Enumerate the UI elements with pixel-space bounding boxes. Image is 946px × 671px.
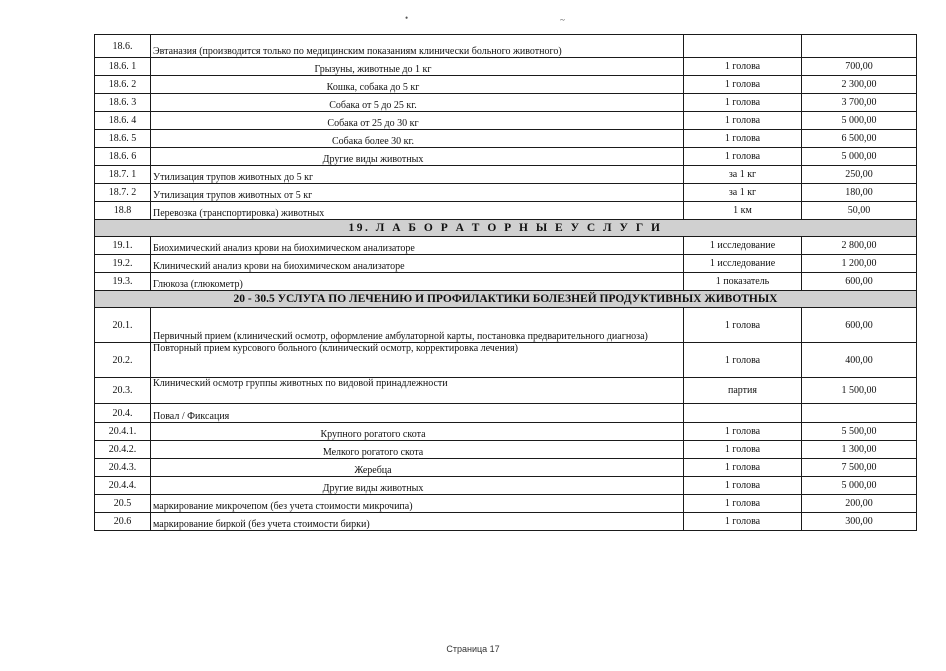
page-number: Страница 17 <box>446 644 500 654</box>
table-row <box>95 166 917 184</box>
service-code-cell: 20.3. <box>95 378 151 404</box>
price-cell: 1 500,00 <box>802 378 917 404</box>
table-row <box>95 404 917 423</box>
unit-cell <box>684 35 802 58</box>
service-code-cell: 18.6. <box>95 35 151 58</box>
unit-cell: 1 голова <box>684 130 802 148</box>
service-description-cell: Клинический осмотр группы животных по видовой принадлежности <box>151 378 684 404</box>
price-cell: 5 000,00 <box>802 477 917 495</box>
table-row <box>95 35 917 58</box>
service-description-cell: Глюкоза (глюкометр) <box>151 273 684 291</box>
unit-cell: 1 голова <box>684 308 802 343</box>
unit-cell: 1 голова <box>684 94 802 112</box>
table-row <box>95 423 917 441</box>
price-cell: 180,00 <box>802 184 917 202</box>
service-code-cell: 18.6. 5 <box>95 130 151 148</box>
price-cell: 400,00 <box>802 343 917 378</box>
unit-cell: 1 голова <box>684 343 802 378</box>
table-row <box>95 237 917 255</box>
service-description-cell: Мелкого рогатого скота <box>151 441 684 459</box>
service-code-cell: 20.4.1. <box>95 423 151 441</box>
unit-cell <box>684 404 802 423</box>
service-code-cell: 19.2. <box>95 255 151 273</box>
price-cell: 1 300,00 <box>802 441 917 459</box>
service-description-cell: Кошка, собака до 5 кг <box>151 76 684 94</box>
scan-dot-mark: • <box>405 13 409 23</box>
unit-cell: 1 км <box>684 202 802 220</box>
price-cell: 1 200,00 <box>802 255 917 273</box>
service-code-cell: 20.1. <box>95 308 151 343</box>
price-cell: 5 000,00 <box>802 112 917 130</box>
price-list-body <box>95 35 917 531</box>
service-code-cell: 18.7. 1 <box>95 166 151 184</box>
service-code-cell: 18.6. 4 <box>95 112 151 130</box>
service-code-cell: 18.7. 2 <box>95 184 151 202</box>
price-cell: 600,00 <box>802 273 917 291</box>
unit-cell: 1 исследование <box>684 237 802 255</box>
service-code-cell: 18.6. 2 <box>95 76 151 94</box>
unit-cell: за 1 кг <box>684 184 802 202</box>
price-list-table <box>94 34 917 531</box>
unit-cell: 1 голова <box>684 423 802 441</box>
price-cell: 700,00 <box>802 58 917 76</box>
service-code-cell: 20.4. <box>95 404 151 423</box>
unit-cell: 1 голова <box>684 58 802 76</box>
unit-cell: 1 голова <box>684 76 802 94</box>
table-row <box>95 255 917 273</box>
service-description-cell: Другие виды животных <box>151 477 684 495</box>
table-row <box>95 94 917 112</box>
table-row <box>95 58 917 76</box>
service-description-cell: Утилизация трупов животных от 5 кг <box>151 184 684 202</box>
table-row <box>95 202 917 220</box>
unit-cell: 1 голова <box>684 513 802 531</box>
price-cell: 600,00 <box>802 308 917 343</box>
price-cell: 300,00 <box>802 513 917 531</box>
section-title: 20 - 30.5 УСЛУГА ПО ЛЕЧЕНИЮ И ПРОФИЛАКТИКИ БОЛЕЗНЕЙ ПРОДУКТИВНЫХ ЖИВОТНЫХ <box>95 291 917 308</box>
service-code-cell: 18.8 <box>95 202 151 220</box>
price-cell: 200,00 <box>802 495 917 513</box>
scan-tilde-mark: ~ <box>560 15 565 25</box>
service-code-cell: 20.4.3. <box>95 459 151 477</box>
table-row <box>95 459 917 477</box>
unit-cell: 1 голова <box>684 477 802 495</box>
table-row <box>95 343 917 378</box>
service-description-cell: маркирование биркой (без учета стоимости бирки) <box>151 513 684 531</box>
table-row <box>95 273 917 291</box>
table-row <box>95 441 917 459</box>
price-cell: 7 500,00 <box>802 459 917 477</box>
price-cell: 6 500,00 <box>802 130 917 148</box>
service-description-cell: Повал / Фиксация <box>151 404 684 423</box>
table-row <box>95 76 917 94</box>
unit-cell: за 1 кг <box>684 166 802 184</box>
service-description-cell: Грызуны, животные до 1 кг <box>151 58 684 76</box>
price-cell: 2 300,00 <box>802 76 917 94</box>
unit-cell: партия <box>684 378 802 404</box>
table-row <box>95 112 917 130</box>
price-cell <box>802 35 917 58</box>
service-code-cell: 18.6. 1 <box>95 58 151 76</box>
service-description-cell: Первичный прием (клинический осмотр, оформление амбулаторной карты, постановка предварительного диагноза) <box>151 308 684 343</box>
unit-cell: 1 голова <box>684 148 802 166</box>
service-code-cell: 19.1. <box>95 237 151 255</box>
price-cell: 2 800,00 <box>802 237 917 255</box>
price-cell: 5 000,00 <box>802 148 917 166</box>
table-row <box>95 130 917 148</box>
service-description-cell: Повторный прием курсового больного (клинический осмотр, корректировка лечения) <box>151 343 684 378</box>
service-code-cell: 20.4.2. <box>95 441 151 459</box>
service-description-cell: Собака от 25 до 30 кг <box>151 112 684 130</box>
table-row <box>95 513 917 531</box>
service-description-cell: Утилизация трупов животных до 5 кг <box>151 166 684 184</box>
table-row <box>95 148 917 166</box>
service-description-cell: Жеребца <box>151 459 684 477</box>
table-row <box>95 495 917 513</box>
service-description-cell: маркирование микрочепом (без учета стоимости микрочипа) <box>151 495 684 513</box>
service-description-cell: Крупного рогатого скота <box>151 423 684 441</box>
section-header-row <box>95 220 917 237</box>
price-cell <box>802 404 917 423</box>
service-code-cell: 18.6. 3 <box>95 94 151 112</box>
service-description-cell: Собака более 30 кг. <box>151 130 684 148</box>
price-cell: 5 500,00 <box>802 423 917 441</box>
unit-cell: 1 голова <box>684 112 802 130</box>
service-description-cell: Эвтаназия (производится только по медицинским показаниям клинически больного животного) <box>151 35 684 58</box>
table-row <box>95 477 917 495</box>
service-description-cell: Другие виды животных <box>151 148 684 166</box>
service-description-cell: Собака от 5 до 25 кг. <box>151 94 684 112</box>
unit-cell: 1 показатель <box>684 273 802 291</box>
table-row <box>95 308 917 343</box>
service-code-cell: 19.3. <box>95 273 151 291</box>
section-title: 19. Л А Б О Р А Т О Р Н Ы Е У С Л У Г И <box>95 220 917 237</box>
service-code-cell: 20.4.4. <box>95 477 151 495</box>
section-header-row <box>95 291 917 308</box>
service-description-cell: Перевозка (транспортировка) животных <box>151 202 684 220</box>
price-cell: 3 700,00 <box>802 94 917 112</box>
price-cell: 250,00 <box>802 166 917 184</box>
service-description-cell: Клинический анализ крови на биохимическом анализаторе <box>151 255 684 273</box>
price-cell: 50,00 <box>802 202 917 220</box>
service-code-cell: 18.6. 6 <box>95 148 151 166</box>
unit-cell: 1 голова <box>684 459 802 477</box>
service-description-cell: Биохимический анализ крови на биохимическом анализаторе <box>151 237 684 255</box>
service-code-cell: 20.5 <box>95 495 151 513</box>
table-row <box>95 184 917 202</box>
unit-cell: 1 исследование <box>684 255 802 273</box>
table-row <box>95 378 917 404</box>
service-code-cell: 20.2. <box>95 343 151 378</box>
unit-cell: 1 голова <box>684 495 802 513</box>
service-code-cell: 20.6 <box>95 513 151 531</box>
unit-cell: 1 голова <box>684 441 802 459</box>
